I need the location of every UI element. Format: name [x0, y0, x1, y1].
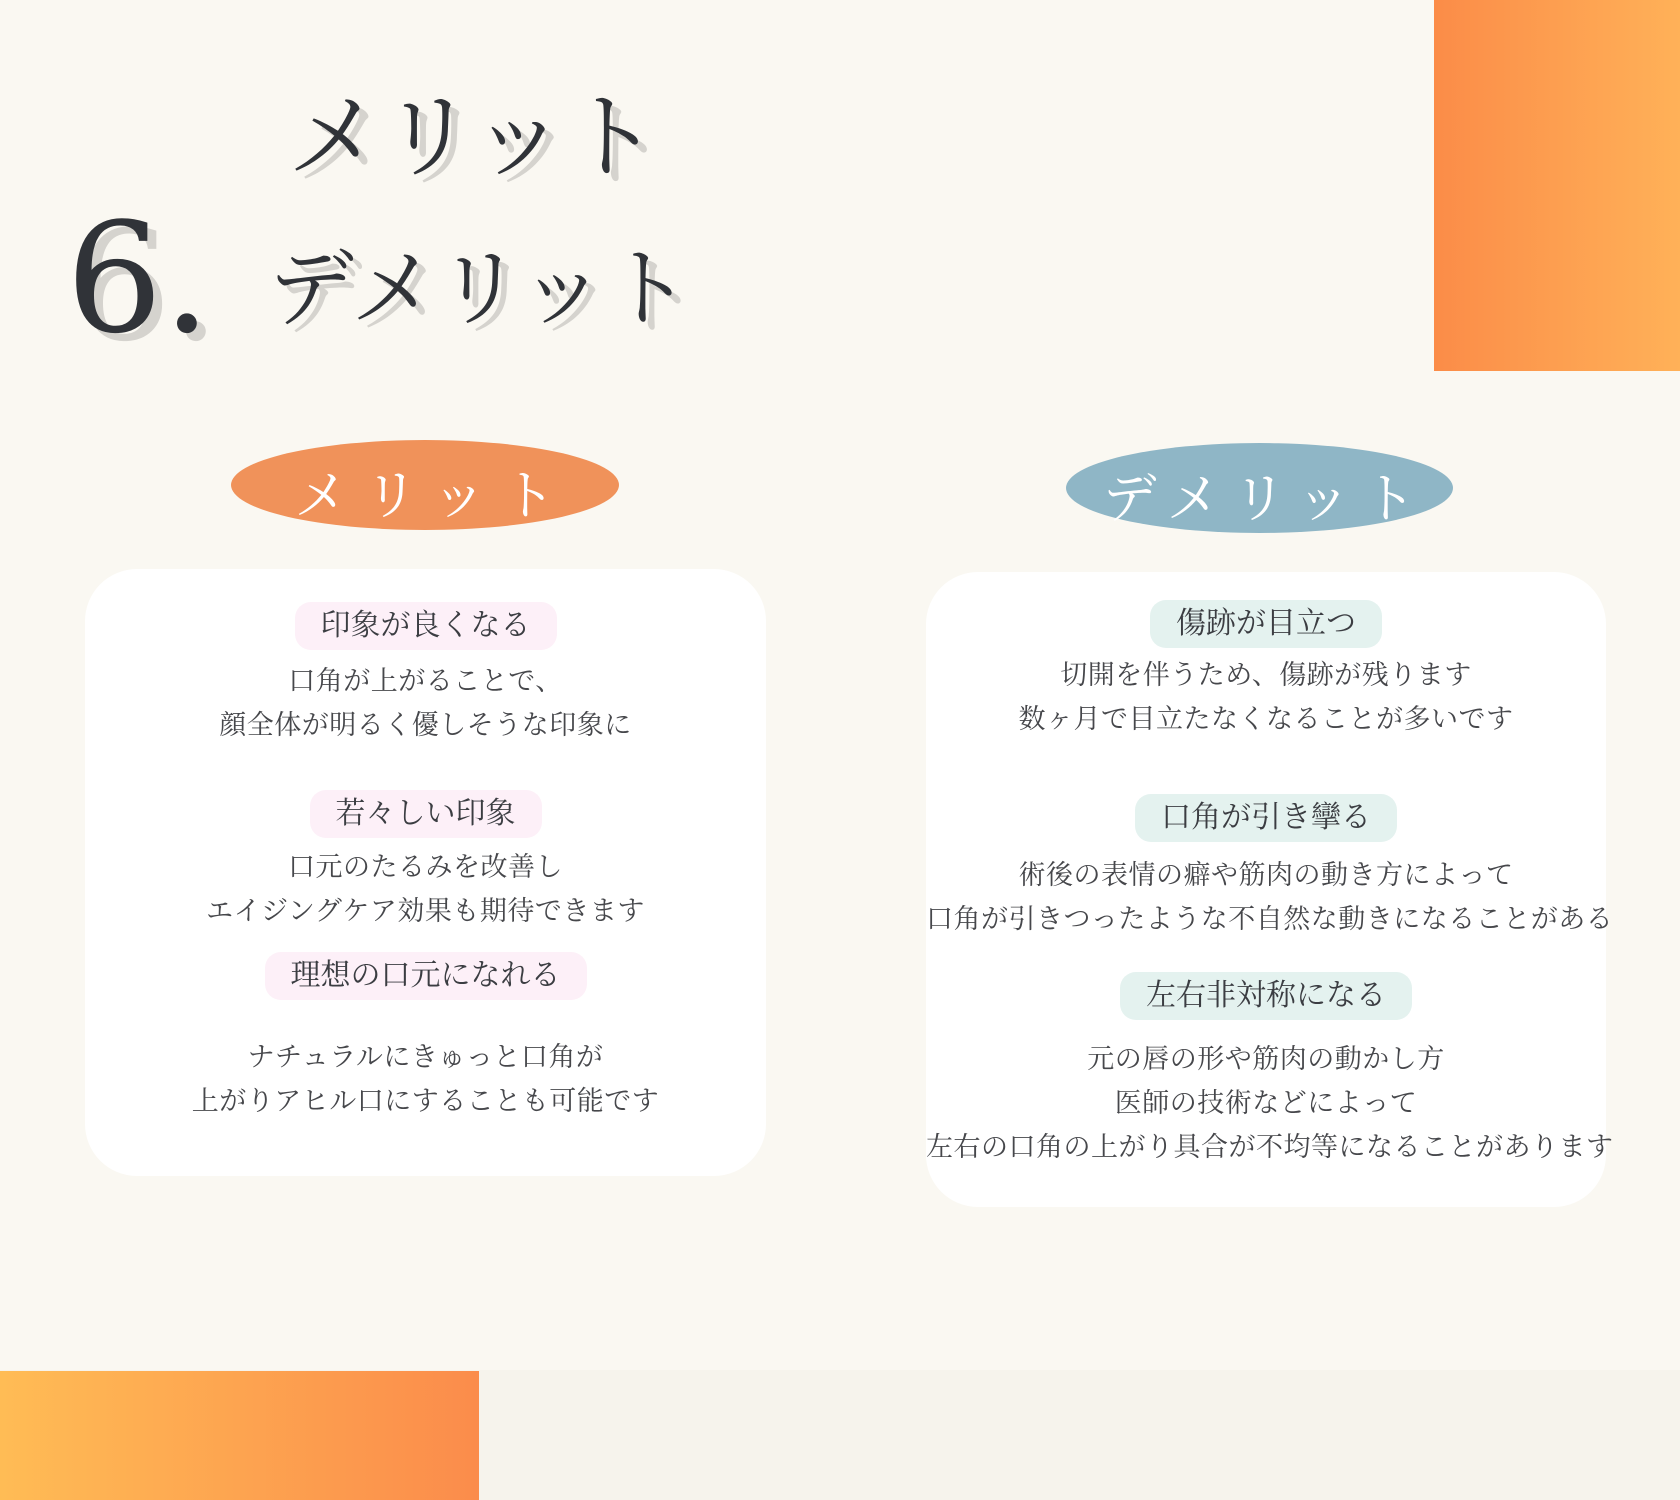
body-line: ナチュラルにきゅっと口角が [247, 1042, 604, 1073]
body-line: エイジングケア効果も期待できます [206, 896, 645, 927]
section-body [926, 854, 1614, 942]
section-body [85, 1036, 766, 1124]
merit-label: メリット [294, 463, 572, 527]
body-line: 口元のたるみを改善し [288, 852, 563, 883]
section-heading-chip: 傷跡が目立つ [1150, 600, 1382, 648]
title-line-demerit: デメリット [268, 239, 692, 339]
body-line: 元の唇の形や筋肉の動かし方 [1087, 1044, 1445, 1075]
section-heading-chip: 印象が良くなる [295, 602, 557, 650]
section-body [85, 846, 766, 934]
section-heading-chip: 口角が引き攣る [1135, 794, 1397, 842]
body-line: 口角が引きつったような不自然な動きになることがある [926, 904, 1614, 935]
section-body [926, 654, 1606, 742]
body-line: 顔全体が明るく優しそうな印象に [219, 710, 632, 741]
section-heading-chip: 若々しい印象 [310, 790, 542, 838]
title-line-merit: メリット [287, 83, 660, 192]
body-line: 医師の技術などによって [1114, 1088, 1418, 1119]
title-number: 6. [66, 190, 212, 367]
merit-label-pill [231, 440, 619, 530]
top-right-accent-rect [1434, 0, 1680, 371]
body-line: 数ヶ月で目立たなくなることが多いです [1018, 704, 1514, 735]
demerit-label: デメリット [1102, 466, 1429, 530]
section-body [926, 1038, 1614, 1170]
demerit-card [926, 572, 1614, 1207]
body-line: 切開を伴うため、傷跡が残ります [1060, 660, 1472, 691]
merit-card [85, 569, 766, 1176]
body-line: 左右の口角の上がり具合が不均等になることがあります [926, 1132, 1614, 1163]
demerit-label-pill [1066, 443, 1453, 533]
section-body [85, 660, 766, 748]
bottom-left-accent-rect [0, 1371, 479, 1500]
section-heading-chip: 左右非対称になる [1120, 972, 1412, 1020]
body-line: 口角が上がることで、 [288, 666, 563, 697]
body-line: 上がりアヒル口にすることも可能です [191, 1086, 660, 1117]
section-heading-chip: 理想の口元になれる [265, 952, 587, 1000]
body-line: 術後の表情の癖や筋肉の動き方によって [1018, 860, 1514, 891]
